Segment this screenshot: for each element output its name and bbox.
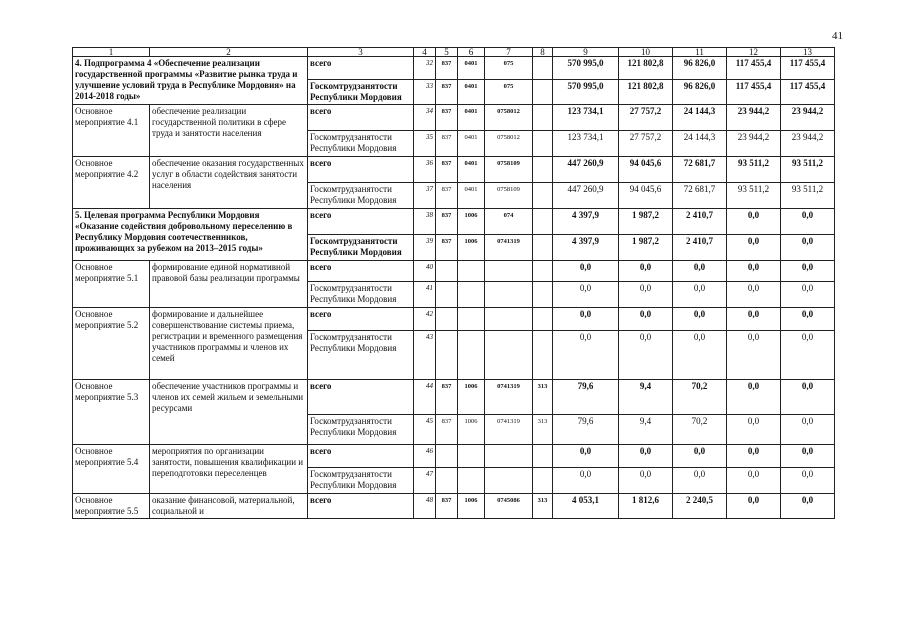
target-article-code: 0758109 xyxy=(485,183,533,209)
activity-name-cell: оказание финансовой, материальной, социальной и xyxy=(150,494,308,519)
amount-2014: 9,4 xyxy=(619,415,673,445)
activity-name-cell: обеспечение оказания государственных услуг в области содействия занятости населения xyxy=(150,157,308,209)
executor-cell: всего xyxy=(308,445,414,468)
amount-2017: 0,0 xyxy=(781,494,835,519)
amount-2017: 117 455,4 xyxy=(781,80,835,105)
executor-cell: всего xyxy=(308,261,414,282)
total-amount: 79,6 xyxy=(553,415,619,445)
executor-cell: всего xyxy=(308,105,414,131)
amount-2017: 93 511,2 xyxy=(781,183,835,209)
total-amount: 4 053,1 xyxy=(553,494,619,519)
target-article-code: 0741319 xyxy=(485,380,533,415)
expense-type-code xyxy=(533,261,553,282)
amount-2014: 0,0 xyxy=(619,331,673,380)
table-row xyxy=(73,105,835,131)
amount-2015: 72 681,7 xyxy=(673,157,727,183)
grbs-code: 837 xyxy=(436,209,458,235)
total-amount: 0,0 xyxy=(553,261,619,282)
amount-2014: 9,4 xyxy=(619,380,673,415)
expense-type-code xyxy=(533,468,553,494)
grbs-code xyxy=(436,331,458,380)
line-number: 45 xyxy=(414,415,436,445)
amount-2015: 24 144,3 xyxy=(673,105,727,131)
executor-cell: всего xyxy=(308,57,414,80)
total-amount: 4 397,9 xyxy=(553,235,619,261)
grbs-code xyxy=(436,282,458,308)
line-number: 37 xyxy=(414,183,436,209)
total-amount: 4 397,9 xyxy=(553,209,619,235)
amount-2017: 93 511,2 xyxy=(781,157,835,183)
expense-type-code xyxy=(533,57,553,80)
column-number: 3 xyxy=(308,48,414,57)
amount-2016: 0,0 xyxy=(727,494,781,519)
amount-2015: 2 240,5 xyxy=(673,494,727,519)
line-number: 33 xyxy=(414,80,436,105)
target-article-code xyxy=(485,282,533,308)
section-code xyxy=(458,308,485,331)
grbs-code: 837 xyxy=(436,494,458,519)
executor-cell: Госкомтрудзанятости Республики Мордовия xyxy=(308,415,414,445)
table-row xyxy=(73,380,835,415)
amount-2015: 0,0 xyxy=(673,308,727,331)
target-article-code: 0758012 xyxy=(485,131,533,157)
status-cell: Основное мероприятие 5.5 xyxy=(73,494,150,519)
budget-table xyxy=(72,47,835,519)
line-number: 32 xyxy=(414,57,436,80)
column-number: 5 xyxy=(436,48,458,57)
expense-type-code xyxy=(533,131,553,157)
column-number-row xyxy=(73,48,835,57)
status-cell: Основное мероприятие 4.1 xyxy=(73,105,150,157)
section-code xyxy=(458,331,485,380)
total-amount: 0,0 xyxy=(553,445,619,468)
budget-rows xyxy=(73,57,835,519)
target-article-code: 0741319 xyxy=(485,235,533,261)
status-cell: Основное мероприятие 5.2 xyxy=(73,308,150,380)
amount-2017: 0,0 xyxy=(781,415,835,445)
amount-2015: 96 826,0 xyxy=(673,57,727,80)
column-number: 11 xyxy=(673,48,727,57)
total-amount: 79,6 xyxy=(553,380,619,415)
section-code: 0401 xyxy=(458,57,485,80)
line-number: 43 xyxy=(414,331,436,380)
target-article-code: 075 xyxy=(485,80,533,105)
target-article-code xyxy=(485,308,533,331)
amount-2014: 0,0 xyxy=(619,468,673,494)
column-number: 6 xyxy=(458,48,485,57)
amount-2014: 94 045,6 xyxy=(619,157,673,183)
target-article-code xyxy=(485,468,533,494)
total-amount: 123 734,1 xyxy=(553,131,619,157)
table-row xyxy=(73,308,835,331)
total-amount: 570 995,0 xyxy=(553,57,619,80)
total-amount: 447 260,9 xyxy=(553,157,619,183)
amount-2014: 121 802,8 xyxy=(619,57,673,80)
amount-2016: 117 455,4 xyxy=(727,80,781,105)
section-code: 1006 xyxy=(458,494,485,519)
line-number: 40 xyxy=(414,261,436,282)
total-amount: 570 995,0 xyxy=(553,80,619,105)
amount-2015: 0,0 xyxy=(673,282,727,308)
table-row xyxy=(73,494,835,519)
amount-2016: 93 511,2 xyxy=(727,183,781,209)
column-number: 1 xyxy=(73,48,150,57)
amount-2015: 96 826,0 xyxy=(673,80,727,105)
total-amount: 447 260,9 xyxy=(553,183,619,209)
amount-2015: 2 410,7 xyxy=(673,235,727,261)
expense-type-code xyxy=(533,235,553,261)
executor-cell: всего xyxy=(308,308,414,331)
line-number: 39 xyxy=(414,235,436,261)
amount-2017: 0,0 xyxy=(781,261,835,282)
section-code xyxy=(458,282,485,308)
amount-2014: 94 045,6 xyxy=(619,183,673,209)
section-code xyxy=(458,468,485,494)
amount-2017: 0,0 xyxy=(781,308,835,331)
target-article-code: 074 xyxy=(485,209,533,235)
activity-name-cell: мероприятия по организации занятости, повышения квалификации и переподготовки переселенцев xyxy=(150,445,308,494)
expense-type-code: 313 xyxy=(533,380,553,415)
section-code xyxy=(458,261,485,282)
amount-2016: 0,0 xyxy=(727,261,781,282)
table-row xyxy=(73,209,835,235)
executor-cell: Госкомтрудзанятости Республики Мордовия xyxy=(308,282,414,308)
grbs-code xyxy=(436,261,458,282)
grbs-code: 837 xyxy=(436,105,458,131)
section-code: 1006 xyxy=(458,235,485,261)
status-cell: Основное мероприятие 4.2 xyxy=(73,157,150,209)
amount-2017: 0,0 xyxy=(781,380,835,415)
grbs-code: 837 xyxy=(436,183,458,209)
section-code: 1006 xyxy=(458,380,485,415)
expense-type-code: 313 xyxy=(533,415,553,445)
grbs-code: 837 xyxy=(436,131,458,157)
expense-type-code xyxy=(533,80,553,105)
amount-2014: 1 812,6 xyxy=(619,494,673,519)
grbs-code: 837 xyxy=(436,80,458,105)
line-number: 42 xyxy=(414,308,436,331)
table-row xyxy=(73,261,835,282)
grbs-code xyxy=(436,308,458,331)
amount-2017: 23 944,2 xyxy=(781,105,835,131)
executor-cell: всего xyxy=(308,157,414,183)
amount-2014: 1 987,2 xyxy=(619,209,673,235)
amount-2017: 0,0 xyxy=(781,468,835,494)
executor-cell: Госкомтрудзанятости Республики Мордовия xyxy=(308,331,414,380)
line-number: 38 xyxy=(414,209,436,235)
amount-2014: 0,0 xyxy=(619,445,673,468)
amount-2017: 0,0 xyxy=(781,282,835,308)
table-row xyxy=(73,157,835,183)
amount-2015: 0,0 xyxy=(673,468,727,494)
expense-type-code xyxy=(533,445,553,468)
executor-cell: всего xyxy=(308,494,414,519)
activity-name-cell: формирование и дальнейшее совершенствование системы приема, регистрации и временного размещения участников программы и членов их семей xyxy=(150,308,308,380)
executor-cell: Госкомтрудзанятости Республики Мордовия xyxy=(308,80,414,105)
line-number: 46 xyxy=(414,445,436,468)
amount-2015: 0,0 xyxy=(673,445,727,468)
line-number: 44 xyxy=(414,380,436,415)
section-code: 1006 xyxy=(458,209,485,235)
column-number: 12 xyxy=(727,48,781,57)
program-name-cell: 5. Целевая программа Республики Мордовия «Оказание содействия добровольному переселению в Республику Мордовия соотечественников, проживающих за рубежом на 2013–2015 годы» xyxy=(73,209,308,261)
column-number: 13 xyxy=(781,48,835,57)
total-amount: 0,0 xyxy=(553,468,619,494)
amount-2017: 0,0 xyxy=(781,235,835,261)
column-number: 9 xyxy=(553,48,619,57)
amount-2016: 0,0 xyxy=(727,209,781,235)
grbs-code xyxy=(436,468,458,494)
amount-2014: 1 987,2 xyxy=(619,235,673,261)
grbs-code xyxy=(436,445,458,468)
section-code: 0401 xyxy=(458,157,485,183)
amount-2016: 0,0 xyxy=(727,308,781,331)
expense-type-code xyxy=(533,209,553,235)
column-number: 4 xyxy=(414,48,436,57)
total-amount: 0,0 xyxy=(553,282,619,308)
target-article-code: 075 xyxy=(485,57,533,80)
amount-2015: 0,0 xyxy=(673,331,727,380)
line-number: 47 xyxy=(414,468,436,494)
section-code: 0401 xyxy=(458,183,485,209)
grbs-code: 837 xyxy=(436,57,458,80)
total-amount: 0,0 xyxy=(553,331,619,380)
page-number: 41 xyxy=(832,30,843,42)
table-row xyxy=(73,57,835,80)
target-article-code xyxy=(485,261,533,282)
line-number: 41 xyxy=(414,282,436,308)
line-number: 34 xyxy=(414,105,436,131)
total-amount: 123 734,1 xyxy=(553,105,619,131)
amount-2015: 70,2 xyxy=(673,415,727,445)
amount-2016: 117 455,4 xyxy=(727,57,781,80)
target-article-code: 0741319 xyxy=(485,415,533,445)
grbs-code: 837 xyxy=(436,380,458,415)
amount-2016: 0,0 xyxy=(727,331,781,380)
amount-2017: 0,0 xyxy=(781,331,835,380)
activity-name-cell: формирование единой нормативной правовой базы реализации программы xyxy=(150,261,308,308)
column-number: 8 xyxy=(533,48,553,57)
amount-2016: 0,0 xyxy=(727,468,781,494)
executor-cell: Госкомтрудзанятости Республики Мордовия xyxy=(308,468,414,494)
line-number: 48 xyxy=(414,494,436,519)
amount-2016: 0,0 xyxy=(727,282,781,308)
executor-cell: Госкомтрудзанятости Республики Мордовия xyxy=(308,235,414,261)
target-article-code: 0758109 xyxy=(485,157,533,183)
amount-2015: 72 681,7 xyxy=(673,183,727,209)
activity-name-cell: обеспечение реализации государственной политики в сфере труда и занятости населения xyxy=(150,105,308,157)
grbs-code: 837 xyxy=(436,235,458,261)
executor-cell: Госкомтрудзанятости Республики Мордовия xyxy=(308,131,414,157)
total-amount: 0,0 xyxy=(553,308,619,331)
section-code xyxy=(458,445,485,468)
expense-type-code xyxy=(533,105,553,131)
target-article-code: 0745086 xyxy=(485,494,533,519)
amount-2015: 70,2 xyxy=(673,380,727,415)
target-article-code: 0758012 xyxy=(485,105,533,131)
amount-2015: 24 144,3 xyxy=(673,131,727,157)
amount-2015: 2 410,7 xyxy=(673,209,727,235)
table-row xyxy=(73,445,835,468)
amount-2016: 0,0 xyxy=(727,235,781,261)
amount-2015: 0,0 xyxy=(673,261,727,282)
program-name-cell: 4. Подпрограмма 4 «Обеспечение реализации государственной программы «Развитие рынка труда и улучшение условий труда в Республике Мордовия» на 2014-2018 годы» xyxy=(73,57,308,105)
amount-2016: 0,0 xyxy=(727,415,781,445)
section-code: 1006 xyxy=(458,415,485,445)
expense-type-code xyxy=(533,308,553,331)
amount-2016: 23 944,2 xyxy=(727,105,781,131)
expense-type-code xyxy=(533,331,553,380)
column-number: 7 xyxy=(485,48,533,57)
amount-2017: 117 455,4 xyxy=(781,57,835,80)
section-code: 0401 xyxy=(458,105,485,131)
target-article-code xyxy=(485,331,533,380)
grbs-code: 837 xyxy=(436,415,458,445)
amount-2014: 27 757,2 xyxy=(619,131,673,157)
amount-2017: 0,0 xyxy=(781,209,835,235)
status-cell: Основное мероприятие 5.1 xyxy=(73,261,150,308)
line-number: 36 xyxy=(414,157,436,183)
amount-2017: 0,0 xyxy=(781,445,835,468)
grbs-code: 837 xyxy=(436,157,458,183)
amount-2014: 0,0 xyxy=(619,282,673,308)
section-code: 0401 xyxy=(458,80,485,105)
activity-name-cell: обеспечение участников программы и членов их семей жильем и земельными ресурсами xyxy=(150,380,308,445)
status-cell: Основное мероприятие 5.3 xyxy=(73,380,150,445)
executor-cell: всего xyxy=(308,380,414,415)
expense-type-code: 313 xyxy=(533,494,553,519)
executor-cell: всего xyxy=(308,209,414,235)
expense-type-code xyxy=(533,157,553,183)
amount-2014: 0,0 xyxy=(619,308,673,331)
amount-2014: 0,0 xyxy=(619,261,673,282)
status-cell: Основное мероприятие 5.4 xyxy=(73,445,150,494)
amount-2016: 23 944,2 xyxy=(727,131,781,157)
amount-2016: 0,0 xyxy=(727,380,781,415)
amount-2014: 27 757,2 xyxy=(619,105,673,131)
section-code: 0401 xyxy=(458,131,485,157)
amount-2016: 93 511,2 xyxy=(727,157,781,183)
amount-2014: 121 802,8 xyxy=(619,80,673,105)
expense-type-code xyxy=(533,282,553,308)
executor-cell: Госкомтрудзанятости Республики Мордовия xyxy=(308,183,414,209)
target-article-code xyxy=(485,445,533,468)
amount-2016: 0,0 xyxy=(727,445,781,468)
column-number: 10 xyxy=(619,48,673,57)
amount-2017: 23 944,2 xyxy=(781,131,835,157)
line-number: 35 xyxy=(414,131,436,157)
column-number: 2 xyxy=(150,48,308,57)
expense-type-code xyxy=(533,183,553,209)
